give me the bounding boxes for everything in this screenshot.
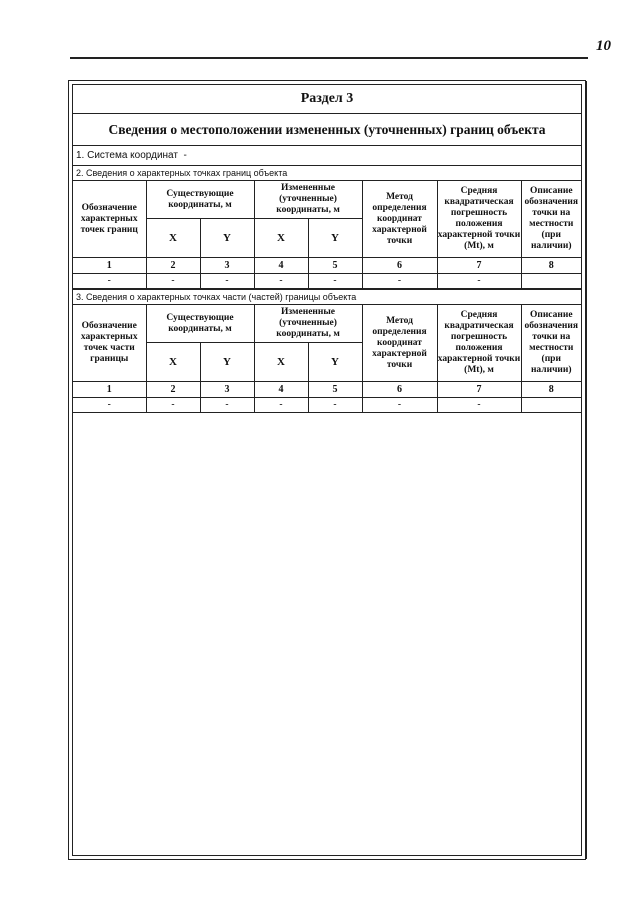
table-cell: - — [437, 274, 521, 289]
column-numbers-row — [73, 382, 581, 398]
column-number: 1 — [73, 258, 146, 274]
column-number: 7 — [437, 382, 521, 398]
col-designation: Обозначение характерных точек границ — [73, 181, 146, 258]
column-number: 3 — [200, 382, 254, 398]
col-description: Описание обозначения точки на местности (при наличии) — [521, 181, 581, 258]
document-body — [72, 84, 582, 856]
col-existing-x: X — [146, 343, 200, 382]
column-number: 6 — [362, 258, 437, 274]
top-rule — [70, 57, 588, 59]
col-method: Метод определения координат характерной точки — [362, 305, 437, 382]
table-cell: - — [437, 398, 521, 413]
table-cell: - — [200, 398, 254, 413]
coordinate-system-value: - — [183, 150, 187, 161]
table-cell: - — [200, 274, 254, 289]
column-numbers-row — [73, 258, 581, 274]
coordinate-system-row — [73, 146, 581, 166]
page-number: 10 — [596, 38, 611, 54]
col-changed-x: X — [254, 219, 308, 258]
col-error: Средняя квадратическая погрешность положения характерной точки (Мt), м — [437, 305, 521, 382]
table-header-row — [73, 181, 581, 219]
column-number: 4 — [254, 382, 308, 398]
table-cell — [521, 398, 581, 413]
table1-caption: 2. Сведения о характерных точках границ объекта — [73, 166, 581, 181]
col-error: Средняя квадратическая погрешность положения характерной точки (Мt), м — [437, 181, 521, 258]
column-number: 6 — [362, 382, 437, 398]
col-description: Описание обозначения точки на местности (при наличии) — [521, 305, 581, 382]
column-number: 5 — [308, 258, 362, 274]
table-row — [73, 274, 581, 289]
table-row — [73, 398, 581, 413]
table-cell: - — [308, 398, 362, 413]
column-number: 1 — [73, 382, 146, 398]
column-number: 8 — [521, 258, 581, 274]
table-cell — [521, 274, 581, 289]
part-boundary-points-table — [73, 305, 581, 413]
column-number: 5 — [308, 382, 362, 398]
table-header-row — [73, 305, 581, 343]
table-cell: - — [362, 398, 437, 413]
column-number: 7 — [437, 258, 521, 274]
column-number: 2 — [146, 382, 200, 398]
document-frame — [68, 80, 586, 860]
table-cell: - — [146, 274, 200, 289]
table-cell: - — [73, 398, 146, 413]
column-number: 8 — [521, 382, 581, 398]
col-existing-y: Y — [200, 219, 254, 258]
col-method: Метод определения координат характерной точки — [362, 181, 437, 258]
column-number: 3 — [200, 258, 254, 274]
col-changed: Измененные (уточненные) координаты, м — [254, 181, 362, 219]
table-cell: - — [254, 398, 308, 413]
section-title: Раздел 3 — [73, 85, 581, 114]
table-cell: - — [73, 274, 146, 289]
frame-edge — [585, 81, 587, 859]
column-number: 4 — [254, 258, 308, 274]
table-cell: - — [362, 274, 437, 289]
table-cell: - — [308, 274, 362, 289]
boundary-points-table — [73, 181, 581, 289]
col-changed-x: X — [254, 343, 308, 382]
table2-caption: 3. Сведения о характерных точках части (частей) границы объекта — [73, 289, 581, 305]
col-existing-y: Y — [200, 343, 254, 382]
col-existing-x: X — [146, 219, 200, 258]
table-cell: - — [146, 398, 200, 413]
col-designation: Обозначение характерных точек части границы — [73, 305, 146, 382]
col-changed-y: Y — [308, 343, 362, 382]
coordinate-system-label: 1. Система координат — [76, 150, 178, 161]
col-changed-y: Y — [308, 219, 362, 258]
section-heading: Сведения о местоположении измененных (уточненных) границ объекта — [73, 114, 581, 146]
col-existing: Существующие координаты, м — [146, 305, 254, 343]
col-existing: Существующие координаты, м — [146, 181, 254, 219]
table-cell: - — [254, 274, 308, 289]
col-changed: Измененные (уточненные) координаты, м — [254, 305, 362, 343]
column-number: 2 — [146, 258, 200, 274]
